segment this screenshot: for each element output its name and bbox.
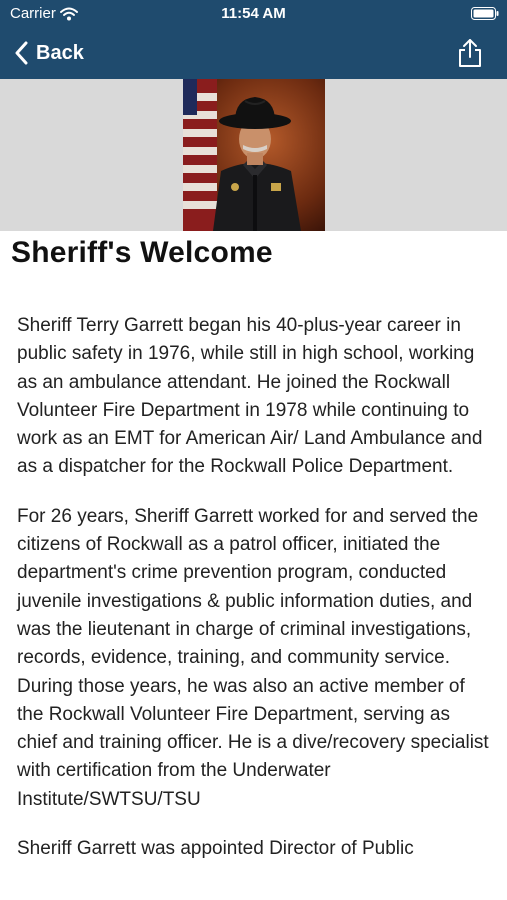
paragraph: For 26 years, Sheriff Garrett worked for and served the citizens of Rockwall as a patrol officer, initiated the department's crime prevention program, conducted juvenile investigations & public information duties, and was the lieutenant in charge of criminal investigations, records, evidence, training, and community service. During those years, he was also an active member of the Rockwall Volunteer Fire Department, serving as chief and training officer. He is a dive/recovery specialist with certification from the Underwater Institute/SWTSU/TSU	[17, 505, 489, 810]
share-icon[interactable]	[457, 38, 483, 68]
flag-graphic	[183, 79, 217, 231]
battery-icon	[471, 7, 499, 20]
sheriff-portrait	[183, 79, 325, 231]
back-button[interactable]	[14, 38, 84, 68]
paragraph: Sheriff Terry Garrett began his 40-plus-year career in public safety in 1976, while still in high school, working as an ambulance attendant. He joined the Rockwall Volunteer Fire Department in 1978 while continuing to work as an EMT for American Air/ Land Ambulance and as a dispatcher for the Rockwall Police Department.	[17, 315, 483, 478]
carrier-label: Carrier	[10, 5, 56, 22]
article-body	[17, 312, 491, 884]
status-time: 11:54 AM	[221, 5, 286, 22]
back-label: Back	[36, 41, 84, 64]
hero-image-area	[0, 79, 507, 231]
chevron-left-icon	[14, 41, 28, 65]
navigation-header	[0, 0, 507, 79]
paragraph: Sheriff Garrett was appointed Director of Public	[17, 838, 414, 860]
page-title: Sheriff's Welcome	[11, 236, 273, 269]
